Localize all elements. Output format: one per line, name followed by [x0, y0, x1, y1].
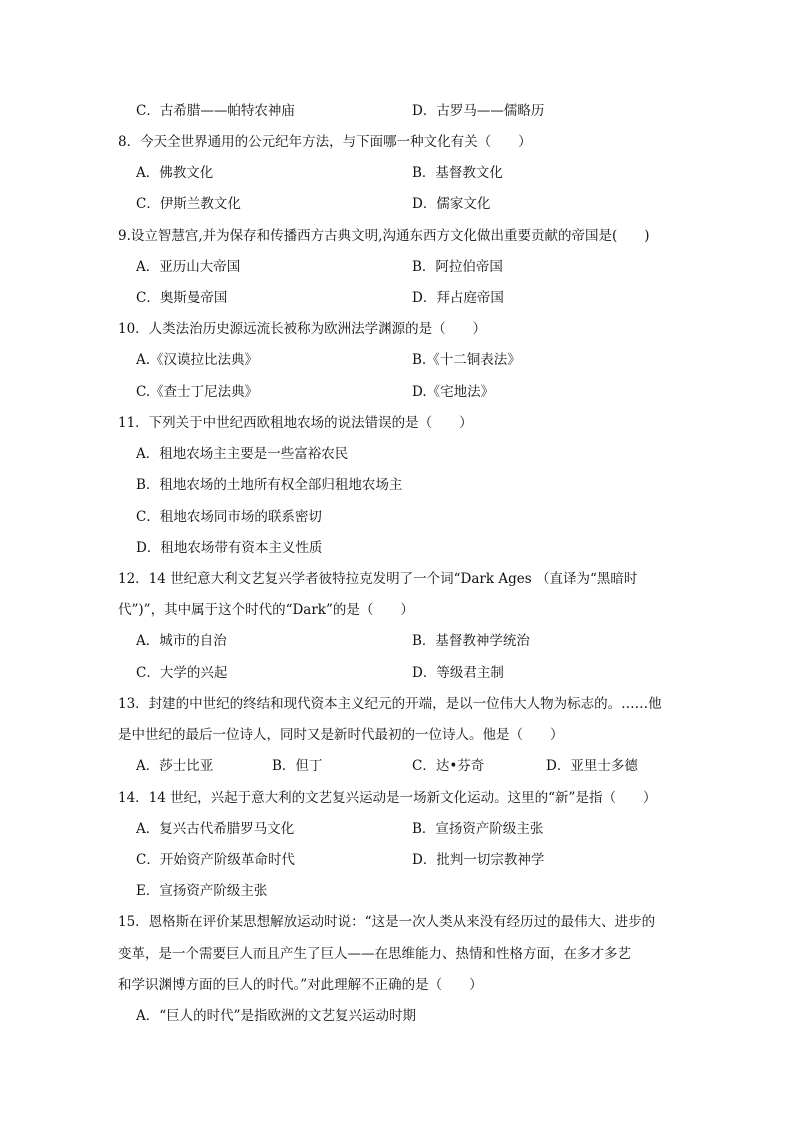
q14-option-a: A．复兴古代希腊罗马文化	[136, 821, 295, 837]
q15-option-a: A．“巨人的时代”是指欧洲的文艺复兴运动时期	[136, 1008, 417, 1024]
q9-option-b: B．阿拉伯帝国	[412, 259, 503, 275]
q12-stem-line-2: 代”)”，其中属于这个时代的“Dark”的是（ ）	[118, 602, 414, 618]
q14-option-e: E．宣扬资产阶级主张	[136, 883, 268, 899]
q9-option-c: C．奥斯曼帝国	[136, 290, 228, 306]
q12-option-b: B．基督教神学统治	[412, 633, 530, 649]
q7-option-c: C．古希腊——帕特农神庙	[136, 103, 295, 119]
q8-option-b: B．基督教文化	[412, 165, 503, 181]
q11-option-b: B．租地农场的土地所有权全部归租地农场主	[136, 477, 403, 493]
q15-stem-line-1: 15．恩格斯在评价某思想解放运动时说：“这是一次人类从来没有经历过的最伟大、进步的	[118, 914, 656, 930]
q13-option-b: B．但丁	[272, 758, 323, 774]
q7-option-d: D．古罗马——儒略历	[412, 103, 545, 119]
q10-option-b: B.《十二铜表法》	[412, 352, 521, 368]
q14-option-b: B．宣扬资产阶级主张	[412, 821, 544, 837]
q8-stem: 8．今天全世界通用的公元纪年方法，与下面哪一种文化有关（ ）	[118, 134, 532, 150]
q12-stem-line-1: 12．14 世纪意大利文艺复兴学者彼特拉克发明了一个词“Dark Ages （直译为“黑暗时	[118, 571, 638, 587]
q12-option-c: C．大学的兴起	[136, 665, 228, 681]
q11-option-d: D．租地农场带有资本主义性质	[136, 540, 323, 556]
q14-option-d: D．批判一切宗教神学	[412, 852, 545, 868]
q9-option-d: D．拜占庭帝国	[412, 290, 504, 306]
q13-stem-line-1: 13．封建的中世纪的终结和现代资本主义纪元的开端，是以一位伟大人物为标志的。……他	[118, 696, 662, 712]
q11-stem: 11．下列关于中世纪西欧租地农场的说法错误的是（ ）	[118, 415, 473, 431]
q9-stem: 9.设立智慧宫,并为保存和传播西方古典文明,沟通东西方文化做出重要贡献的帝国是( )	[118, 228, 650, 244]
q14-option-c: C．开始资产阶级革命时代	[136, 852, 295, 868]
q10-stem: 10．人类法治历史源远流长被称为欧洲法学渊源的是（ ）	[118, 321, 487, 337]
q13-stem-line-2: 是中世纪的最后一位诗人，同时又是新时代最初的一位诗人。他是（ ）	[118, 727, 564, 743]
q8-option-a: A．佛教文化	[136, 165, 214, 181]
q14-stem: 14．14 世纪，兴起于意大利的文艺复兴运动是一场新文化运动。这里的“新”是指（ ）	[118, 790, 657, 806]
q10-option-c: C.《查士丁尼法典》	[136, 384, 259, 400]
q9-option-a: A．亚历山大帝国	[136, 259, 241, 275]
q12-option-a: A．城市的自治	[136, 633, 227, 649]
q15-stem-line-3: 和学识渊博方面的巨人的时代。”对此理解不正确的是（ ）	[118, 977, 483, 993]
q13-option-c: C．达•芬奇	[412, 758, 485, 774]
q13-option-d: D．亚里士多德	[546, 758, 638, 774]
q8-option-d: D．儒家文化	[412, 196, 491, 212]
q13-option-a: A．莎士比亚	[136, 758, 214, 774]
q15-stem-line-2: 变革，是一个需要巨人而且产生了巨人——在思维能力、热情和性格方面，在多才多艺	[118, 946, 631, 962]
q10-option-d: D.《宅地法》	[412, 384, 495, 400]
q11-option-a: A．租地农场主主要是一些富裕农民	[136, 446, 349, 462]
q10-option-a: A.《汉谟拉比法典》	[136, 352, 259, 368]
q11-option-c: C．租地农场同市场的联系密切	[136, 509, 322, 525]
q8-option-c: C．伊斯兰教文化	[136, 196, 241, 212]
q12-option-d: D．等级君主制	[412, 665, 504, 681]
